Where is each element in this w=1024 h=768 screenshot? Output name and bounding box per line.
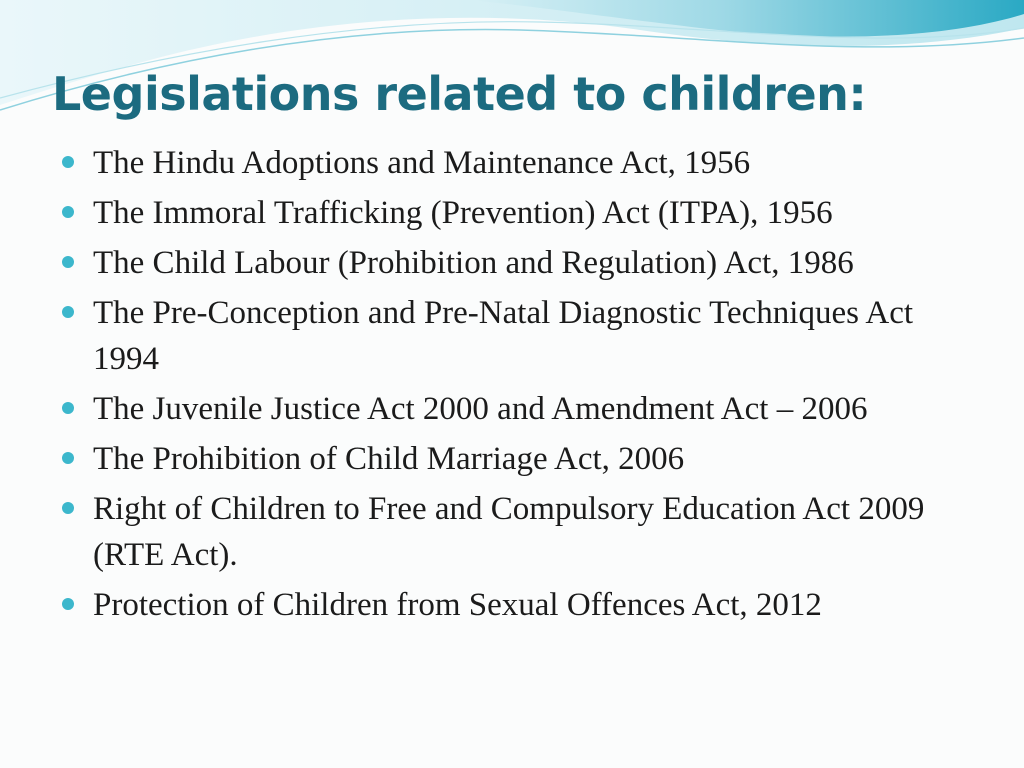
list-item	[60, 240, 980, 286]
list-item-text: The Prohibition of Child Marriage Act, 2006	[93, 441, 685, 477]
bullet-icon	[62, 256, 74, 268]
bullet-icon	[62, 402, 74, 414]
list-item	[60, 386, 980, 432]
bullet-icon	[62, 156, 74, 168]
list-item	[60, 290, 980, 382]
bullet-icon	[62, 306, 74, 318]
list-item-text: Protection of Children from Sexual Offences Act, 2012	[93, 587, 822, 623]
list-item	[60, 582, 980, 628]
slide-title: Legislations related to children:	[52, 67, 867, 121]
legislation-list	[60, 140, 980, 632]
bullet-icon	[62, 206, 74, 218]
list-item-text: The Hindu Adoptions and Maintenance Act, 1956	[93, 145, 751, 181]
list-item	[60, 140, 980, 186]
list-item-text: The Pre-Conception and Pre-Natal Diagnostic Techniques Act 1994	[93, 295, 914, 377]
bullet-icon	[62, 598, 74, 610]
list-item-text: The Immoral Trafficking (Prevention) Act (ITPA), 1956	[93, 195, 833, 231]
list-item-text: The Child Labour (Prohibition and Regulation) Act, 1986	[93, 245, 854, 281]
list-item	[60, 486, 980, 578]
list-item-text: Right of Children to Free and Compulsory Education Act 2009 (RTE Act).	[93, 491, 925, 573]
list-item	[60, 436, 980, 482]
list-item	[60, 190, 980, 236]
bullet-icon	[62, 452, 74, 464]
bullet-icon	[62, 502, 74, 514]
list-item-text: The Juvenile Justice Act 2000 and Amendment Act – 2006	[93, 391, 868, 427]
